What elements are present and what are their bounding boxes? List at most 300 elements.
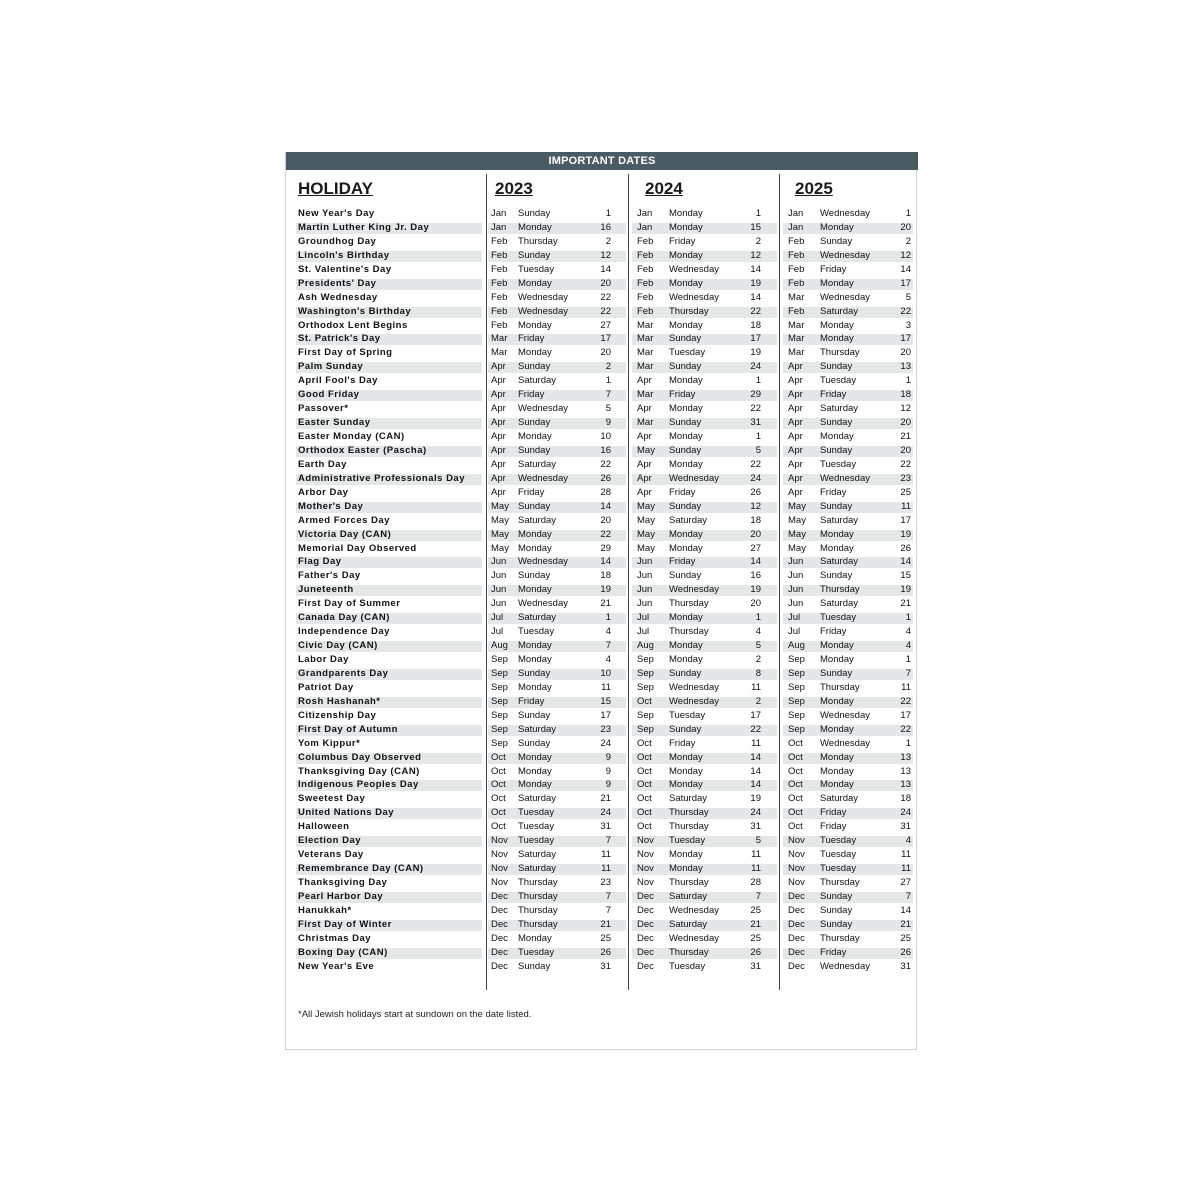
weekday-2025: Wednesday — [820, 960, 870, 972]
weekday-2023: Sunday — [518, 417, 551, 429]
table-row — [286, 388, 918, 402]
holiday-name: Lincoln's Birthday — [298, 249, 390, 261]
weekday-2024: Wednesday — [669, 291, 719, 303]
date-number-2023: 24 — [600, 737, 611, 749]
month-2023: Sep — [491, 737, 508, 749]
month-2024: Mar — [637, 347, 654, 359]
month-2023: Dec — [491, 960, 508, 972]
date-number-2025: 11 — [901, 500, 911, 512]
weekday-2025: Sunday — [820, 235, 853, 247]
month-2023: Feb — [491, 305, 508, 317]
month-2025: Oct — [788, 821, 803, 833]
date-number-2024: 14 — [750, 291, 761, 303]
month-2025: Jun — [788, 556, 804, 568]
table-row — [286, 611, 918, 625]
date-number-2025: 17 — [900, 333, 911, 345]
weekday-2025: Sunday — [820, 918, 853, 930]
weekday-2023: Monday — [518, 932, 552, 944]
holiday-name: Flag Day — [298, 556, 342, 568]
weekday-2024: Sunday — [669, 333, 702, 345]
month-2024: Feb — [637, 277, 654, 289]
weekday-2023: Saturday — [518, 514, 557, 526]
table-row — [286, 625, 918, 639]
weekday-2025: Friday — [820, 821, 847, 833]
date-number-2024: 11 — [751, 863, 761, 875]
weekday-2024: Sunday — [669, 361, 702, 373]
month-2023: Jun — [491, 570, 507, 582]
table-row — [286, 778, 918, 792]
weekday-2024: Sunday — [669, 444, 702, 456]
weekday-2025: Wednesday — [820, 291, 870, 303]
month-2024: Dec — [637, 946, 654, 958]
weekday-2024: Thursday — [669, 821, 709, 833]
month-2024: Nov — [637, 863, 654, 875]
date-number-2023: 20 — [600, 277, 611, 289]
table-row — [286, 402, 918, 416]
holiday-name: Easter Monday (CAN) — [298, 431, 405, 442]
weekday-2024: Wednesday — [669, 584, 719, 596]
month-2023: May — [491, 542, 509, 554]
year-2025-header: 2025 — [795, 179, 833, 198]
month-2023: Apr — [491, 472, 506, 484]
table-row — [286, 583, 918, 597]
weekday-2025: Monday — [820, 695, 854, 707]
weekday-2023: Sunday — [518, 570, 551, 582]
month-2024: May — [637, 542, 655, 554]
weekday-2024: Wednesday — [669, 472, 719, 484]
table-row — [286, 834, 918, 848]
month-2023: Feb — [491, 249, 508, 261]
date-number-2023: 26 — [600, 472, 611, 484]
weekday-2024: Monday — [669, 319, 703, 331]
table-row — [286, 765, 918, 779]
month-2024: Mar — [637, 333, 654, 345]
weekday-2025: Sunday — [820, 667, 853, 679]
table-row — [286, 374, 918, 388]
weekday-2023: Tuesday — [518, 835, 555, 847]
holiday-name: Passover* — [298, 403, 349, 415]
date-number-2025: 11 — [901, 849, 911, 861]
date-number-2023: 19 — [600, 584, 611, 596]
month-2025: Aug — [788, 640, 805, 652]
month-2025: Apr — [788, 472, 803, 484]
date-number-2025: 17 — [900, 709, 911, 721]
date-number-2025: 7 — [905, 667, 911, 679]
date-number-2025: 19 — [900, 528, 911, 540]
month-2023: Aug — [491, 640, 508, 652]
month-2023: Apr — [491, 458, 506, 470]
weekday-2024: Monday — [669, 403, 703, 415]
weekday-2023: Monday — [518, 277, 552, 289]
month-2025: Mar — [788, 347, 805, 359]
weekday-2024: Monday — [669, 765, 703, 777]
date-number-2025: 14 — [900, 904, 911, 916]
date-number-2025: 11 — [901, 681, 911, 693]
weekday-2025: Tuesday — [820, 375, 857, 387]
month-2024: Dec — [637, 960, 654, 972]
weekday-2023: Friday — [518, 486, 545, 498]
weekday-2025: Thursday — [820, 681, 860, 693]
date-number-2023: 7 — [605, 890, 611, 902]
weekday-2024: Monday — [669, 221, 703, 233]
page-title: IMPORTANT DATES — [286, 152, 918, 170]
holiday-table — [286, 207, 918, 974]
month-2025: Oct — [788, 779, 803, 791]
table-row — [286, 597, 918, 611]
table-row — [286, 653, 918, 667]
date-number-2023: 27 — [600, 319, 611, 331]
holiday-name: Election Day — [298, 835, 362, 847]
weekday-2025: Monday — [820, 779, 854, 791]
holiday-name: Presidents' Day — [298, 277, 377, 289]
month-2024: Sep — [637, 709, 654, 721]
date-number-2023: 1 — [605, 612, 611, 624]
month-2024: Sep — [637, 667, 654, 679]
table-row — [286, 500, 918, 514]
month-2025: Jul — [788, 626, 801, 638]
weekday-2023: Friday — [518, 695, 545, 707]
date-number-2025: 22 — [900, 723, 911, 735]
date-number-2023: 2 — [605, 361, 611, 373]
date-number-2024: 14 — [750, 765, 761, 777]
table-row — [286, 360, 918, 374]
date-number-2023: 2 — [605, 235, 611, 247]
holiday-name: Patriot Day — [298, 681, 354, 693]
month-2023: Sep — [491, 723, 508, 735]
weekday-2023: Monday — [518, 347, 552, 359]
date-number-2023: 17 — [600, 333, 611, 345]
weekday-2025: Friday — [820, 389, 847, 401]
month-2025: May — [788, 542, 806, 554]
month-2023: May — [491, 528, 509, 540]
weekday-2024: Monday — [669, 249, 703, 261]
year-2024-header: 2024 — [645, 179, 683, 198]
table-row — [286, 207, 918, 221]
date-number-2024: 31 — [750, 417, 761, 429]
date-number-2024: 20 — [750, 598, 761, 610]
date-number-2024: 11 — [751, 681, 761, 693]
month-2024: May — [637, 514, 655, 526]
weekday-2023: Monday — [518, 765, 552, 777]
table-row — [286, 444, 918, 458]
date-number-2025: 20 — [900, 417, 911, 429]
date-number-2024: 1 — [755, 612, 761, 624]
table-row — [286, 723, 918, 737]
date-number-2025: 19 — [900, 584, 911, 596]
weekday-2024: Thursday — [669, 626, 709, 638]
table-row — [286, 667, 918, 681]
weekday-2025: Sunday — [820, 904, 853, 916]
weekday-2024: Monday — [669, 849, 703, 861]
table-row — [286, 430, 918, 444]
month-2024: Mar — [637, 417, 654, 429]
month-2023: May — [491, 500, 509, 512]
weekday-2024: Sunday — [669, 723, 702, 735]
weekday-2023: Monday — [518, 528, 552, 540]
month-2023: Oct — [491, 751, 506, 763]
weekday-2024: Monday — [669, 612, 703, 624]
date-number-2024: 31 — [750, 821, 761, 833]
important-dates-sheet — [285, 152, 917, 1050]
date-number-2024: 19 — [750, 277, 761, 289]
weekday-2025: Friday — [820, 486, 847, 498]
date-number-2024: 22 — [750, 723, 761, 735]
date-number-2025: 13 — [900, 361, 911, 373]
month-2023: Oct — [491, 793, 506, 805]
holiday-name: Easter Sunday — [298, 417, 371, 429]
weekday-2025: Sunday — [820, 444, 853, 456]
date-number-2025: 13 — [900, 751, 911, 763]
month-2025: May — [788, 514, 806, 526]
date-number-2024: 14 — [750, 751, 761, 763]
weekday-2025: Monday — [820, 277, 854, 289]
date-number-2024: 27 — [750, 542, 761, 554]
month-2025: Apr — [788, 486, 803, 498]
weekday-2023: Thursday — [518, 904, 558, 916]
date-number-2025: 3 — [905, 319, 911, 331]
weekday-2023: Friday — [518, 333, 545, 345]
date-number-2023: 22 — [600, 528, 611, 540]
month-2024: Oct — [637, 751, 652, 763]
weekday-2023: Monday — [518, 584, 552, 596]
weekday-2025: Friday — [820, 263, 847, 275]
weekday-2023: Sunday — [518, 709, 551, 721]
month-2023: Dec — [491, 890, 508, 902]
month-2023: Nov — [491, 877, 508, 888]
table-row — [286, 709, 918, 723]
weekday-2024: Saturday — [669, 890, 708, 902]
month-2025: Sep — [788, 654, 805, 665]
weekday-2025: Friday — [820, 807, 847, 819]
date-number-2024: 12 — [750, 249, 761, 261]
weekday-2025: Wednesday — [820, 709, 870, 721]
table-row — [286, 528, 918, 542]
holiday-name: Groundhog Day — [298, 235, 377, 247]
date-number-2024: 2 — [755, 695, 761, 707]
date-number-2025: 12 — [900, 249, 911, 261]
table-row — [286, 555, 918, 569]
table-row — [286, 946, 918, 960]
month-2024: Jun — [637, 584, 653, 596]
weekday-2023: Sunday — [518, 737, 551, 749]
month-2024: Dec — [637, 904, 654, 916]
date-number-2023: 20 — [600, 514, 611, 526]
holiday-name: April Fool's Day — [298, 375, 378, 387]
weekday-2025: Monday — [820, 333, 854, 345]
date-number-2025: 5 — [905, 291, 911, 303]
table-row — [286, 235, 918, 249]
date-number-2023: 22 — [600, 305, 611, 317]
weekday-2023: Wednesday — [518, 305, 568, 317]
weekday-2025: Tuesday — [820, 458, 857, 470]
date-number-2023: 7 — [605, 904, 611, 916]
holiday-name: Remembrance Day (CAN) — [298, 863, 424, 875]
month-2024: Mar — [637, 389, 654, 401]
weekday-2023: Saturday — [518, 458, 557, 470]
weekday-2025: Saturday — [820, 403, 859, 415]
date-number-2023: 24 — [600, 807, 611, 819]
table-row — [286, 918, 918, 932]
weekday-2024: Monday — [669, 277, 703, 289]
holiday-name: First Day of Summer — [298, 598, 401, 610]
weekday-2023: Wednesday — [518, 598, 568, 610]
date-number-2025: 18 — [900, 389, 911, 401]
month-2025: Feb — [788, 235, 805, 247]
date-number-2024: 1 — [755, 208, 761, 219]
date-number-2024: 25 — [750, 932, 761, 944]
weekday-2025: Thursday — [820, 877, 860, 888]
date-number-2025: 2 — [905, 235, 911, 247]
month-2025: Nov — [788, 863, 805, 875]
date-number-2023: 4 — [605, 654, 611, 665]
month-2023: Oct — [491, 779, 506, 791]
date-number-2023: 7 — [605, 389, 611, 401]
holiday-name: First Day of Autumn — [298, 723, 398, 735]
weekday-2023: Monday — [518, 221, 552, 233]
date-number-2023: 11 — [601, 681, 611, 693]
month-2023: Apr — [491, 361, 506, 373]
date-number-2025: 26 — [900, 542, 911, 554]
month-2024: Oct — [637, 737, 652, 749]
date-number-2025: 31 — [900, 960, 911, 972]
holiday-name: First Day of Spring — [298, 347, 393, 359]
date-number-2023: 1 — [605, 375, 611, 387]
holiday-name: Labor Day — [298, 654, 349, 665]
date-number-2024: 11 — [751, 737, 761, 749]
weekday-2023: Wednesday — [518, 403, 568, 415]
weekday-2025: Monday — [820, 431, 854, 442]
date-number-2024: 7 — [755, 890, 761, 902]
weekday-2023: Saturday — [518, 375, 557, 387]
date-number-2023: 12 — [600, 249, 611, 261]
month-2024: Jul — [637, 626, 650, 638]
table-row — [286, 249, 918, 263]
month-2023: Dec — [491, 918, 508, 930]
date-number-2024: 14 — [750, 556, 761, 568]
month-2025: Apr — [788, 389, 803, 401]
weekday-2023: Sunday — [518, 444, 551, 456]
weekday-2025: Sunday — [820, 417, 853, 429]
table-row — [286, 876, 918, 890]
date-number-2024: 29 — [750, 389, 761, 401]
month-2025: Sep — [788, 709, 805, 721]
month-2024: Apr — [637, 458, 652, 470]
table-row — [286, 332, 918, 346]
weekday-2023: Wednesday — [518, 472, 568, 484]
weekday-2024: Monday — [669, 528, 703, 540]
month-2024: Nov — [637, 849, 654, 861]
month-2025: Apr — [788, 403, 803, 415]
date-number-2025: 18 — [900, 793, 911, 805]
weekday-2023: Wednesday — [518, 291, 568, 303]
weekday-2023: Sunday — [518, 208, 551, 219]
month-2023: Nov — [491, 849, 508, 861]
date-number-2025: 4 — [905, 640, 911, 652]
date-number-2023: 22 — [600, 458, 611, 470]
month-2024: Jun — [637, 556, 653, 568]
month-2025: Apr — [788, 361, 803, 373]
table-row — [286, 416, 918, 430]
weekday-2025: Sunday — [820, 500, 853, 512]
month-2025: Dec — [788, 904, 805, 916]
table-row — [286, 514, 918, 528]
weekday-2024: Monday — [669, 208, 703, 219]
weekday-2025: Monday — [820, 640, 854, 652]
month-2025: Jun — [788, 584, 804, 596]
date-number-2024: 11 — [751, 849, 761, 861]
month-2023: Apr — [491, 444, 506, 456]
month-2023: Apr — [491, 389, 506, 401]
table-row — [286, 277, 918, 291]
date-number-2025: 20 — [900, 444, 911, 456]
month-2025: Feb — [788, 263, 805, 275]
month-2025: Oct — [788, 765, 803, 777]
holiday-name: Indigenous Peoples Day — [298, 779, 419, 791]
date-number-2024: 31 — [750, 960, 761, 972]
weekday-2025: Thursday — [820, 932, 860, 944]
weekday-2025: Saturday — [820, 556, 859, 568]
table-row — [286, 263, 918, 277]
date-number-2023: 11 — [601, 863, 611, 875]
holiday-name: United Nations Day — [298, 807, 395, 819]
weekday-2024: Saturday — [669, 514, 708, 526]
weekday-2024: Tuesday — [669, 709, 706, 721]
weekday-2024: Monday — [669, 751, 703, 763]
month-2025: Feb — [788, 277, 805, 289]
holiday-name: Boxing Day (CAN) — [298, 946, 388, 958]
holiday-name: New Year's Day — [298, 208, 375, 219]
month-2025: Nov — [788, 877, 805, 888]
weekday-2023: Friday — [518, 389, 545, 401]
holiday-name: Ash Wednesday — [298, 291, 378, 303]
date-number-2025: 20 — [900, 347, 911, 359]
weekday-2025: Monday — [820, 319, 854, 331]
month-2025: May — [788, 528, 806, 540]
month-2024: Feb — [637, 263, 654, 275]
weekday-2025: Monday — [820, 751, 854, 763]
date-number-2024: 2 — [755, 654, 761, 665]
holiday-name: Thanksgiving Day — [298, 877, 388, 888]
holiday-name: Sweetest Day — [298, 793, 366, 805]
date-number-2024: 5 — [755, 640, 761, 652]
month-2024: Oct — [637, 765, 652, 777]
month-2024: Apr — [637, 431, 652, 442]
table-row — [286, 305, 918, 319]
date-number-2025: 15 — [900, 570, 911, 582]
year-2023-header: 2023 — [495, 179, 533, 198]
weekday-2024: Tuesday — [669, 347, 706, 359]
weekday-2024: Monday — [669, 640, 703, 652]
weekday-2023: Wednesday — [518, 556, 568, 568]
weekday-2023: Saturday — [518, 793, 557, 805]
date-number-2025: 22 — [900, 458, 911, 470]
month-2024: Nov — [637, 835, 654, 847]
date-number-2023: 29 — [600, 542, 611, 554]
month-2023: Mar — [491, 347, 508, 359]
date-number-2024: 5 — [755, 835, 761, 847]
date-number-2023: 10 — [600, 431, 611, 442]
holiday-name: Grandparents Day — [298, 667, 389, 679]
weekday-2023: Saturday — [518, 723, 557, 735]
date-number-2024: 14 — [750, 263, 761, 275]
date-number-2024: 18 — [750, 514, 761, 526]
month-2023: May — [491, 514, 509, 526]
date-number-2024: 19 — [750, 793, 761, 805]
table-row — [286, 472, 918, 486]
weekday-2023: Monday — [518, 779, 552, 791]
weekday-2025: Tuesday — [820, 863, 857, 875]
table-row — [286, 960, 918, 974]
